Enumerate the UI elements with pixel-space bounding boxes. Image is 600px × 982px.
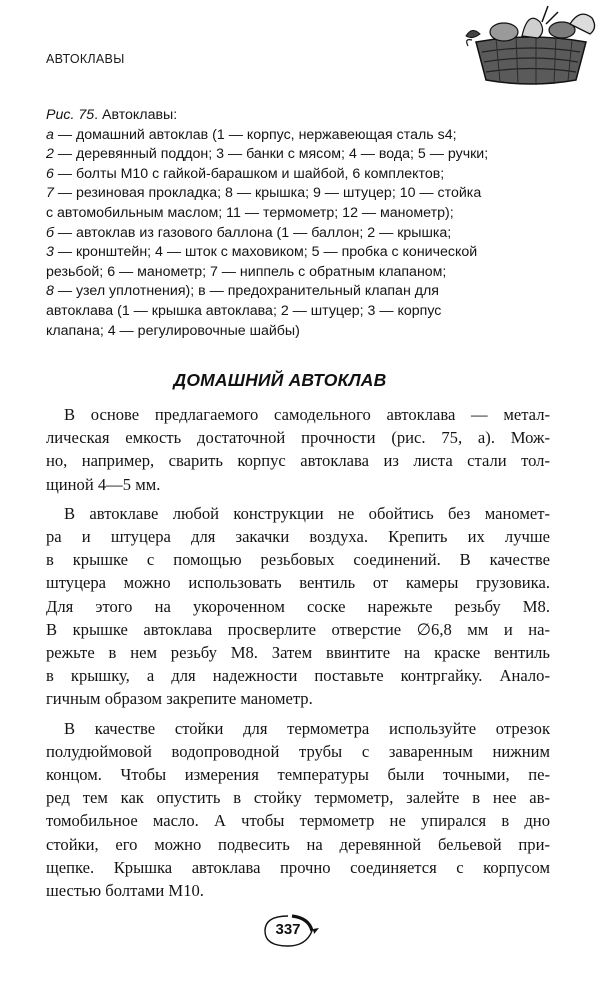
text-line: В крышке автоклава просверлите отверстие ∅6,8 мм и на- xyxy=(46,619,550,639)
running-head: АВТОКЛАВЫ xyxy=(46,52,125,66)
paragraph xyxy=(46,717,550,903)
text-line: в крышке с помощью резьбовых соединений. В качестве xyxy=(46,550,550,570)
text-line: лическая емкость достаточной прочности (рис. 75, а). Мож- xyxy=(46,428,550,448)
text-line: Для этого на укороченном соске нарежьте резьбу М8. xyxy=(46,596,550,616)
caption-line: 7 — резиновая прокладка; 8 — крышка; 9 — штуцер; 10 — стойка xyxy=(46,185,482,202)
text-line: полудюймовой водопроводной трубы с заваренным нижним xyxy=(46,741,550,761)
caption-line: 2 — деревянный поддон; 3 — банки с мясом; 4 — вода; 5 — ручки; xyxy=(46,146,489,163)
text-line: щиной 4—5 мм. xyxy=(46,474,161,494)
text-line: В основе предлагаемого самодельного автоклава — метал- xyxy=(64,405,550,424)
text-line: в крышку, а для надежности поставьте контргайку. Анало- xyxy=(46,666,550,686)
paragraph xyxy=(46,502,550,711)
figure-caption xyxy=(46,106,566,341)
text-line: штуцера можно использовать вентиль от камеры грузовика. xyxy=(46,573,550,593)
page-number-badge xyxy=(262,913,322,949)
text-line: концом. Чтобы измерения температуры были точными, пе- xyxy=(46,765,550,785)
text-line: гичным образом закрепите манометр. xyxy=(46,689,313,709)
paragraph xyxy=(46,403,550,496)
section-heading: ДОМАШНИЙ АВТОКЛАВ xyxy=(173,370,387,390)
text-line: режьте в нем резьбу М8. Затем ввинтите на краске вентиль xyxy=(46,643,550,663)
caption-line: 6 — болты М10 с гайкой-барашком и шайбой, 6 комплектов; xyxy=(46,165,445,182)
text-line: В автоклаве любой конструкции не обойтись без маномет- xyxy=(64,503,550,523)
caption-line: клапана; 4 — регулировочные шайбы) xyxy=(46,322,300,339)
caption-line: Рис. 75. Автоклавы: xyxy=(46,107,178,123)
caption-line: резьбой; 6 — манометр; 7 — ниппель с обратным клапаном; xyxy=(46,263,447,280)
cookware-basket-icon xyxy=(462,2,600,88)
caption-line: автоклава (1 — крышка автоклава; 2 — штуцер; 3 — корпус xyxy=(46,302,442,319)
text-line: щепке. Крышка автоклава прочно соединяется с корпусом xyxy=(46,857,550,877)
text-line: В качестве стойки для термометра используйте отрезок xyxy=(64,718,550,738)
caption-line: 8 — узел уплотнения); в — предохранительный клапан для xyxy=(46,283,439,300)
caption-line: б — автоклав из газового баллона (1 — баллон; 2 — крышка; xyxy=(46,224,452,241)
text-line: томобильное масло. А чтобы термометр не упирался в дно xyxy=(46,811,550,831)
text-line: шестью болтами М10. xyxy=(46,881,204,901)
text-line: ра и штуцера для закачки воздуха. Крепить их лучше xyxy=(46,527,550,547)
text-line: стойки, его можно подвесить на деревянной бельевой при- xyxy=(46,834,550,854)
text-line: ред тем как опустить в стойку термометр, залейте в нее ав- xyxy=(46,788,550,808)
text-line: но, например, сварить корпус автоклава из листа стали тол- xyxy=(46,451,550,471)
caption-line: с автомобильным маслом; 11 — термометр; 12 — манометр); xyxy=(46,204,454,221)
page-number: 337 xyxy=(275,921,301,938)
caption-line: 3 — кронштейн; 4 — шток с маховиком; 5 — пробка с конической xyxy=(46,244,478,261)
body-text xyxy=(46,403,550,908)
caption-line: а — домашний автоклав (1 — корпус, нержавеющая сталь s4; xyxy=(46,126,457,143)
